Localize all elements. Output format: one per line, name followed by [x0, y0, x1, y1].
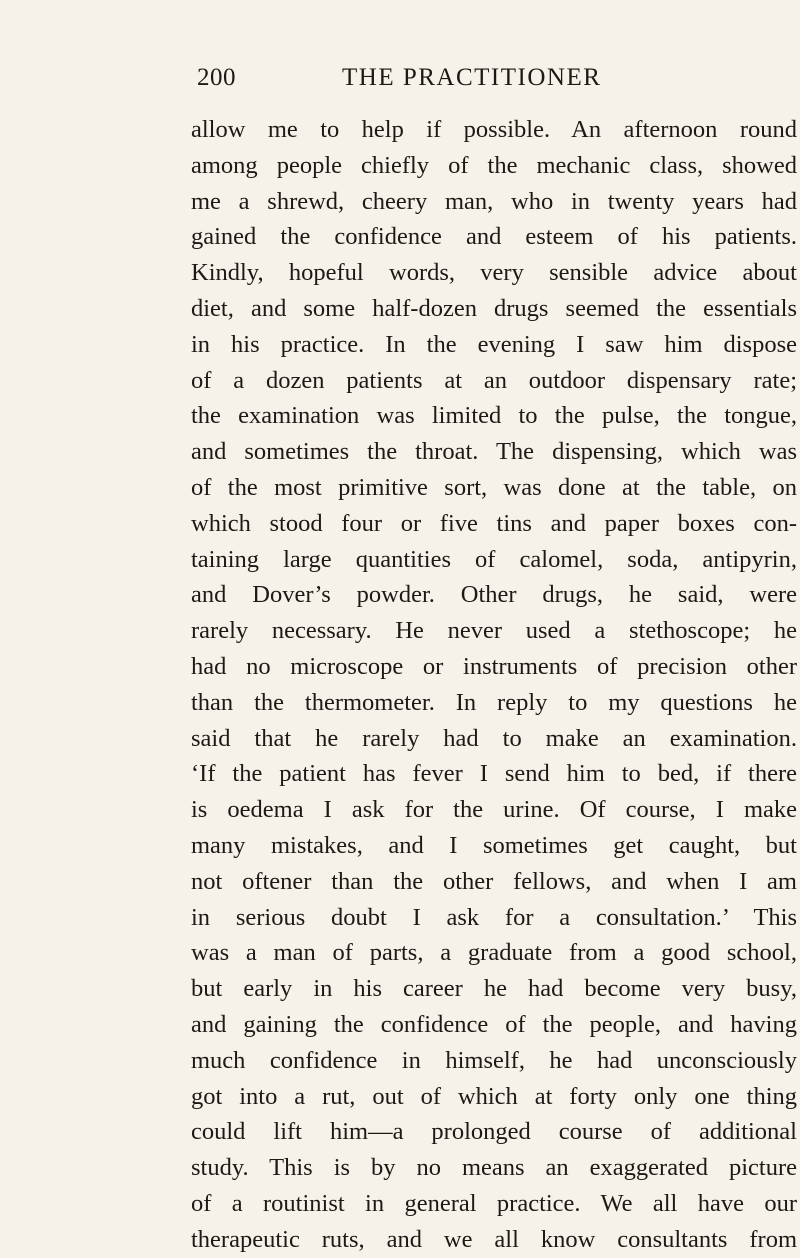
text-line: of a dozen patients at an outdoor dispensary rate;: [191, 366, 797, 394]
text-line: taining large quantities of calomel, soda, antipyrin,: [191, 545, 797, 573]
text-line: and Dover’s powder. Other drugs, he said, were: [191, 581, 797, 609]
body-text: [191, 112, 797, 1258]
text-line: gained the confidence and esteem of his patients.: [191, 223, 797, 251]
text-line: in his practice. In the evening I saw him dispose: [191, 330, 797, 358]
text-line: Kindly, hopeful words, very sensible advice about: [191, 259, 797, 287]
text-line: diet, and some half-dozen drugs seemed the essentials: [191, 294, 797, 322]
text-line: and sometimes the throat. The dispensing, which was: [191, 438, 797, 466]
text-line: said that he rarely had to make an examination.: [191, 724, 797, 752]
text-line: me a shrewd, cheery man, who in twenty years had: [191, 187, 797, 215]
text-line: had no microscope or instruments of precision other: [191, 652, 797, 680]
text-line: got into a rut, out of which at forty only one thing: [191, 1082, 797, 1110]
text-line: rarely necessary. He never used a stethoscope; he: [191, 617, 797, 645]
text-line: of a routinist in general practice. We all have our: [191, 1189, 797, 1217]
text-line: among people chiefly of the mechanic class, showed: [191, 151, 797, 179]
text-line: not oftener than the other fellows, and when I am: [191, 867, 797, 895]
running-head: [197, 64, 792, 96]
text-line: many mistakes, and I sometimes get caught, but: [191, 831, 797, 859]
text-line: therapeutic ruts, and we all know consultants from: [191, 1225, 797, 1253]
text-line: was a man of parts, a graduate from a good school,: [191, 939, 797, 967]
text-line: the examination was limited to the pulse, the tongue,: [191, 402, 797, 430]
text-line: which stood four or five tins and paper boxes con-: [191, 509, 797, 537]
text-line: than the thermometer. In reply to my questions he: [191, 688, 797, 716]
text-line: allow me to help if possible. An afternoon round: [191, 116, 797, 143]
text-line: could lift him—a prolonged course of additional: [191, 1118, 797, 1146]
text-line: ‘If the patient has fever I send him to bed, if there: [191, 760, 797, 788]
text-line: study. This is by no means an exaggerated picture: [191, 1154, 797, 1182]
text-line: in serious doubt I ask for a consultation.’ This: [191, 903, 797, 931]
running-title: THE PRACTITIONER: [342, 64, 602, 91]
text-line: and gaining the confidence of the people, and having: [191, 1010, 797, 1038]
text-line: much confidence in himself, he had unconsciously: [191, 1046, 797, 1074]
text-line: but early in his career he had become very busy,: [191, 975, 797, 1003]
text-line: is oedema I ask for the urine. Of course, I make: [191, 796, 797, 824]
page-number: 200: [197, 64, 236, 91]
text-line: of the most primitive sort, was done at the table, on: [191, 473, 797, 501]
